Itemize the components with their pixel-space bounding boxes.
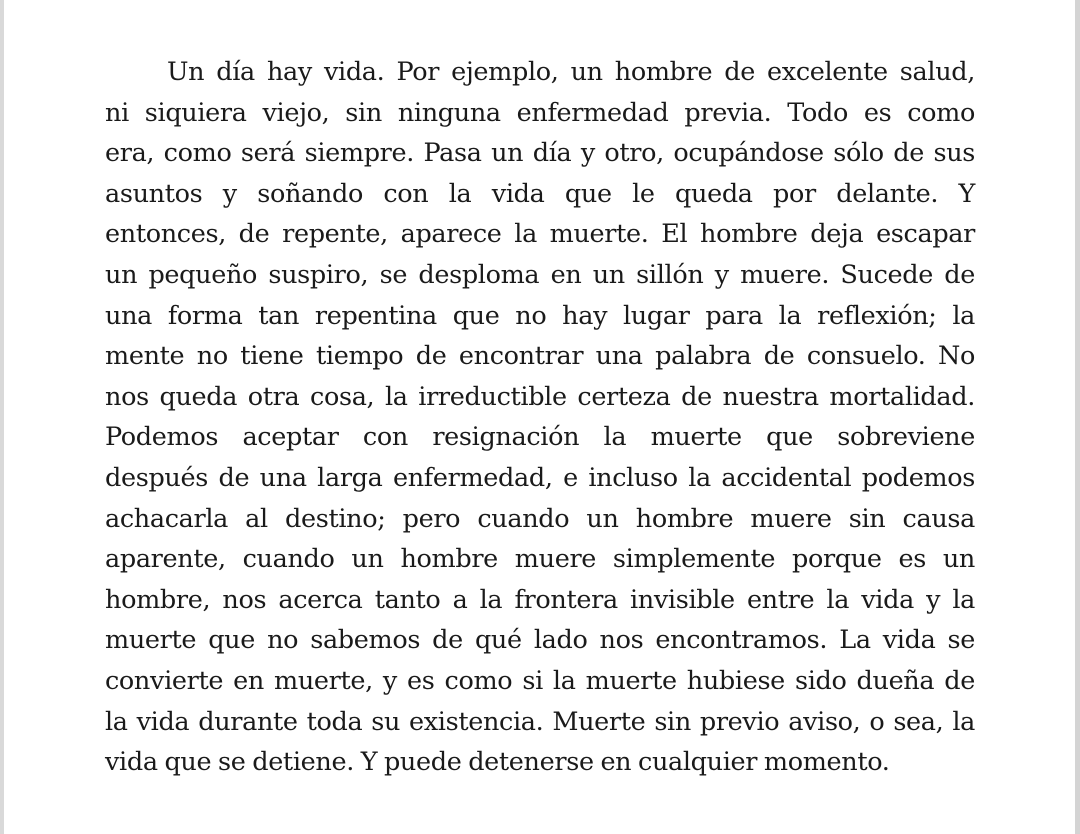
paragraph xyxy=(105,52,975,783)
paragraph-line: una forma tan repentina que no hay lugar para la reflexión; la xyxy=(105,300,975,331)
paragraph-line: Podemos aceptar con resignación la muerte que sobreviene xyxy=(105,422,975,453)
left-page-edge xyxy=(0,0,4,834)
paragraph-line: aparente, cuando un hombre muere simplemente porque es un xyxy=(105,544,975,575)
right-page-edge xyxy=(1075,0,1080,834)
paragraph-line: un pequeño suspiro, se desploma en un sillón y muere. Sucede de xyxy=(105,259,975,290)
paragraph-line: Un día hay vida. Por ejemplo, un hombre de excelente salud, xyxy=(167,57,975,87)
paragraph-line: mente no tiene tiempo de encontrar una palabra de consuelo. No xyxy=(105,341,975,372)
paragraph-line: achacarla al destino; pero cuando un hombre muere sin causa xyxy=(105,503,975,534)
paragraph-line: muerte que no sabemos de qué lado nos encontramos. La vida se xyxy=(105,625,975,656)
paragraph-line: asuntos y soñando con la vida que le queda por delante. Y xyxy=(105,178,975,209)
paragraph-line: entonces, de repente, aparece la muerte. El hombre deja escapar xyxy=(105,219,975,250)
paragraph-line: era, como será siempre. Pasa un día y otro, ocupándose sólo de sus xyxy=(105,138,975,169)
paragraph-line: la vida durante toda su existencia. Muerte sin previo aviso, o sea, la xyxy=(105,706,975,737)
paragraph-line: hombre, nos acerca tanto a la frontera invisible entre la vida y la xyxy=(105,584,975,615)
paragraph-line: ni siquiera viejo, sin ninguna enfermedad previa. Todo es como xyxy=(105,97,975,128)
paragraph-line: vida que se detiene. Y puede detenerse en cualquier momento. xyxy=(105,747,890,778)
paragraph-line: nos queda otra cosa, la irreductible certeza de nuestra mortalidad. xyxy=(105,381,975,412)
paragraph-line: después de una larga enfermedad, e incluso la accidental podemos xyxy=(105,462,975,493)
paragraph-line: convierte en muerte, y es como si la muerte hubiese sido dueña de xyxy=(105,665,975,696)
